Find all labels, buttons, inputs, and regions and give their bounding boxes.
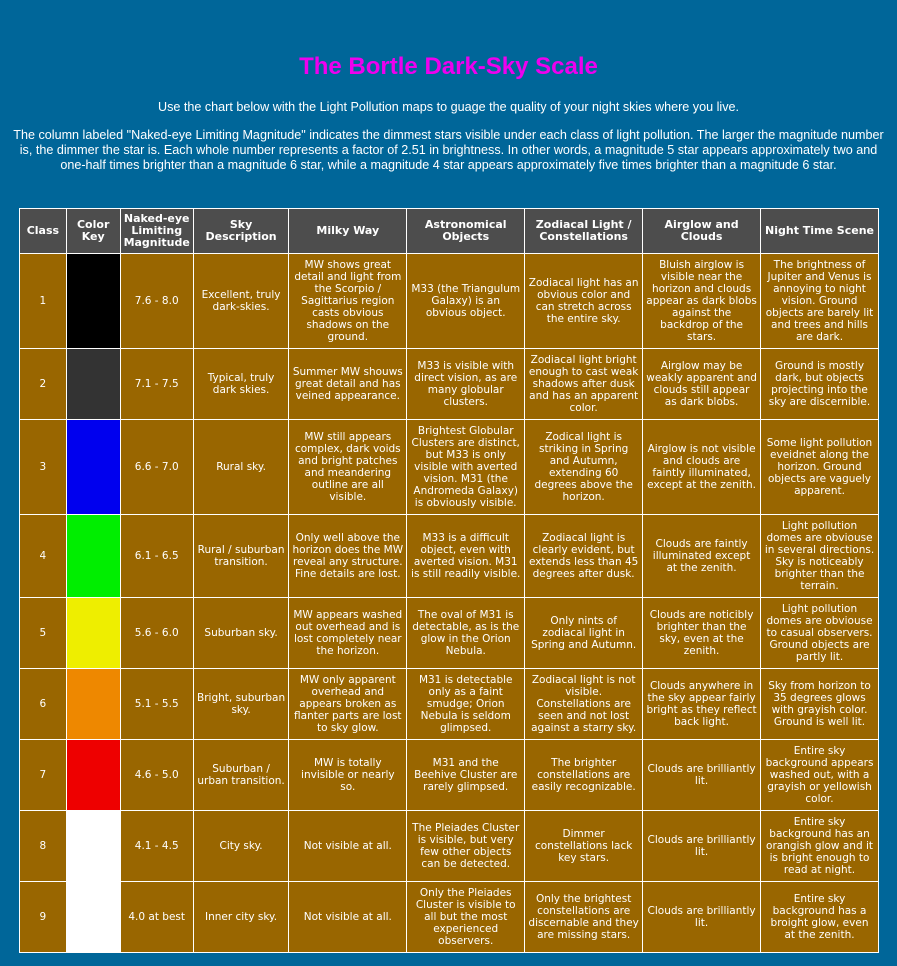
table-row [20,811,878,881]
zodiacal-light-cell: Only nints of zodiacal light in Spring and Autumn. [525,598,642,668]
airglow-clouds-cell: Bluish airglow is visible near the horizon and clouds appear as dark blobs against the backdrop of the stars. [643,254,760,348]
zodiacal-light-cell: Zodiacal light has an obvious color and can stretch across the entire sky. [525,254,642,348]
night-scene-cell: Ground is mostly dark, but objects projecting into the sky are discernible. [761,349,878,419]
astronomical-objects-cell: The oval of M31 is detectable, as is the glow in the Orion Nebula. [407,598,524,668]
night-scene-cell: Entire sky background appears washed out, with a grayish or yellowish color. [761,740,878,810]
header-milky-way: Milky Way [289,209,406,253]
header-class: Class [20,209,66,253]
table-row [20,669,878,739]
astronomical-objects-cell: M33 (the Triangulum Galaxy) is an obvious object. [407,254,524,348]
color-swatch [67,349,120,419]
magnitude-cell: 6.6 - 7.0 [121,420,193,514]
table-row [20,598,878,668]
milky-way-cell: MW shows great detail and light from the Scorpio / Sagittarius region casts obvious shadows on the ground. [289,254,406,348]
milky-way-cell: Only well above the horizon does the MW reveal any structure. Fine details are lost. [289,515,406,597]
class-cell: 6 [20,669,66,739]
class-cell: 4 [20,515,66,597]
night-scene-cell: The brightness of Jupiter and Venus is annoying to night vision. Ground objects are barely lit and trees and hills are dark. [761,254,878,348]
header-color-key: Color Key [67,209,120,253]
color-swatch [67,669,120,739]
class-cell: 2 [20,349,66,419]
astronomical-objects-cell: M33 is a difficult object, even with averted vision. M31 is still readily visible. [407,515,524,597]
header-night-time-scene: Night Time Scene [761,209,878,253]
class-cell: 1 [20,254,66,348]
astronomical-objects-cell: Only the Pleiades Cluster is visible to all but the most experienced observers. [407,882,524,952]
sky-description-cell: Bright, suburban sky. [194,669,289,739]
airglow-clouds-cell: Clouds are faintly illuminated except at the zenith. [643,515,760,597]
sky-description-cell: Rural sky. [194,420,289,514]
bortle-scale-table [19,208,879,953]
airglow-clouds-cell: Clouds are noticibly brighter than the sky, even at the zenith. [643,598,760,668]
zodiacal-light-cell: Zodical light is striking in Spring and Autumn, extending 60 degrees above the horizon. [525,420,642,514]
zodiacal-light-cell: The brighter constellations are easily recognizable. [525,740,642,810]
class-cell: 7 [20,740,66,810]
magnitude-cell: 7.6 - 8.0 [121,254,193,348]
header-sky-description: Sky Description [194,209,289,253]
milky-way-cell: MW appears washed out overhead and is lost completely near the horizon. [289,598,406,668]
astronomical-objects-cell: M31 is detectable only as a faint smudge; Orion Nebula is seldom glimpsed. [407,669,524,739]
color-swatch [67,882,120,952]
milky-way-cell: Not visible at all. [289,811,406,881]
class-cell: 3 [20,420,66,514]
night-scene-cell: Sky from horizon to 35 degrees glows with grayish color. Ground is well lit. [761,669,878,739]
page-title: The Bortle Dark-Sky Scale [299,53,598,80]
milky-way-cell: MW only apparent overhead and appears broken as flanter parts are lost to sky glow. [289,669,406,739]
table-row [20,740,878,810]
night-scene-cell: Entire sky background has a broight glow, even at the zenith. [761,882,878,952]
color-swatch [67,598,120,668]
airglow-clouds-cell: Clouds are brilliantly lit. [643,811,760,881]
sky-description-cell: Suburban sky. [194,598,289,668]
sky-description-cell: City sky. [194,811,289,881]
zodiacal-light-cell: Dimmer constellations lack key stars. [525,811,642,881]
color-swatch [67,254,120,348]
milky-way-cell: Summer MW shouws great detail and has veined appearance. [289,349,406,419]
zodiacal-light-cell: Only the brightest constellations are discernable and they are missing stars. [525,882,642,952]
zodiacal-light-cell: Zodiacal light is clearly evident, but extends less than 45 degrees after dusk. [525,515,642,597]
airglow-clouds-cell: Airglow may be weakly apparent and clouds still appear as dark blobs. [643,349,760,419]
milky-way-cell: Not visible at all. [289,882,406,952]
class-cell: 9 [20,882,66,952]
table-row [20,254,878,348]
color-swatch [67,811,120,881]
zodiacal-light-cell: Zodiacal light is not visible. Constellations are seen and not lost against a starry sky. [525,669,642,739]
magnitude-cell: 5.1 - 5.5 [121,669,193,739]
magnitude-cell: 6.1 - 6.5 [121,515,193,597]
magnitude-cell: 4.0 at best [121,882,193,952]
astronomical-objects-cell: The Pleiades Cluster is visible, but very few other objects can be detected. [407,811,524,881]
header-limiting-magnitude: Naked-eye Limiting Magnitude [121,209,193,253]
night-scene-cell: Some light pollution eveidnet along the horizon. Ground objects are vaguely apparent. [761,420,878,514]
sky-description-cell: Rural / suburban transition. [194,515,289,597]
table-row [20,420,878,514]
sky-description-cell: Typical, truly dark skies. [194,349,289,419]
class-cell: 8 [20,811,66,881]
night-scene-cell: Light pollution domes are obviouse in several directions. Sky is noticeably brighter than the terrain. [761,515,878,597]
airglow-clouds-cell: Clouds are brilliantly lit. [643,882,760,952]
table-row [20,349,878,419]
table-row [20,882,878,952]
header-zodiacal-light: Zodiacal Light / Constellations [525,209,642,253]
sky-description-cell: Suburban / urban transition. [194,740,289,810]
color-swatch [67,740,120,810]
zodiacal-light-cell: Zodiacal light bright enough to cast weak shadows after dusk and has an apparent color. [525,349,642,419]
color-swatch [67,515,120,597]
astronomical-objects-cell: Brightest Globular Clusters are distinct, but M33 is only visible with averted vision. M31 (the Andromeda Galaxy) is obviously visible. [407,420,524,514]
header-airglow-clouds: Airglow and Clouds [643,209,760,253]
sky-description-cell: Excellent, truly dark-skies. [194,254,289,348]
astronomical-objects-cell: M33 is visible with direct vision, as are many globular clusters. [407,349,524,419]
color-swatch [67,420,120,514]
intro-paragraph: Use the chart below with the Light Pollution maps to guage the quality of your night skies where you live. [157,100,740,114]
milky-way-cell: MW still appears complex, dark voids and bright patches and meandering outline are all visible. [289,420,406,514]
sky-description-cell: Inner city sky. [194,882,289,952]
airglow-clouds-cell: Clouds anywhere in the sky appear fairly bright as they reflect back light. [643,669,760,739]
magnitude-cell: 5.6 - 6.0 [121,598,193,668]
milky-way-cell: MW is totally invisible or nearly so. [289,740,406,810]
night-scene-cell: Light pollution domes are obviouse to casual observers. Ground objects are partly lit. [761,598,878,668]
magnitude-cell: 7.1 - 7.5 [121,349,193,419]
airglow-clouds-cell: Airglow is not visible and clouds are faintly illuminated, except at the zenith. [643,420,760,514]
header-row [20,209,878,253]
table-row [20,515,878,597]
class-cell: 5 [20,598,66,668]
magnitude-cell: 4.1 - 4.5 [121,811,193,881]
night-scene-cell: Entire sky background has an orangish glow and it is bright enough to read at night. [761,811,878,881]
magnitude-cell: 4.6 - 5.0 [121,740,193,810]
astronomical-objects-cell: M31 and the Beehive Cluster are rarely glimpsed. [407,740,524,810]
magnitude-explanation: The column labeled "Naked-eye Limiting Magnitude" indicates the dimmest stars visible under each class of light pollution. The larger the magnitude number is, the dimmer the star is. Each whole number represents a factor of 2.51 in brightness. In other words, a magnitude 5 star appears approximately two and one-half times brighter than a magnitude 6 star, while a magnitude 4 star appears approximately five times brighter than a magnitude 6 star. [13,128,884,172]
header-astronomical-objects: Astronomical Objects [407,209,524,253]
airglow-clouds-cell: Clouds are brilliantly lit. [643,740,760,810]
